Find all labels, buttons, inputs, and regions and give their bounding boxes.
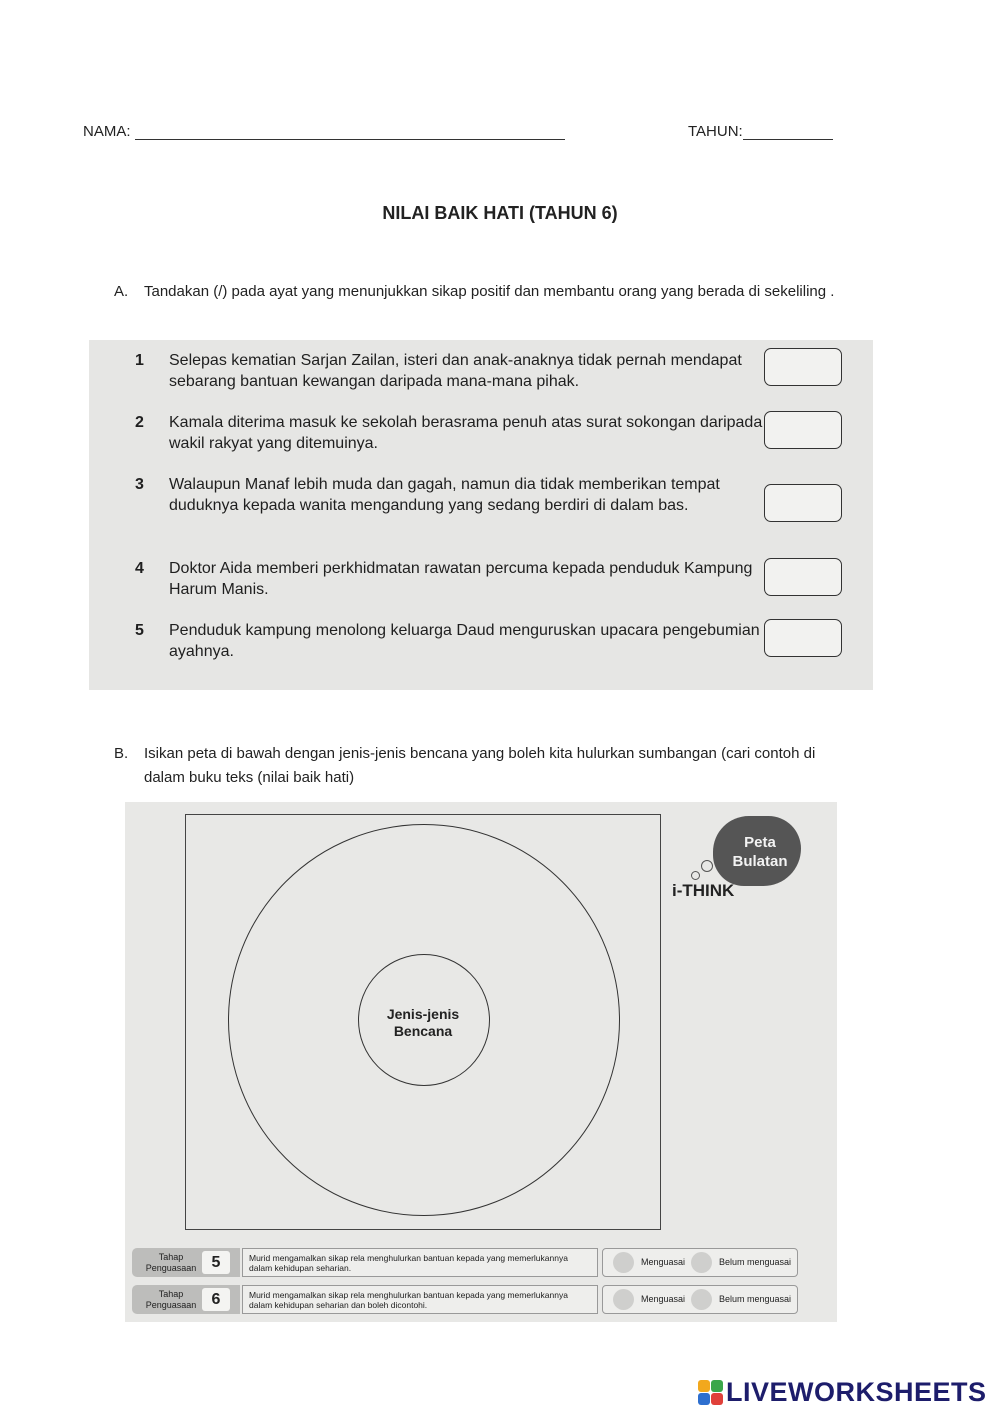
option-label: Menguasai (641, 1294, 686, 1304)
tick-box[interactable] (764, 484, 842, 522)
item-text: Walaupun Manaf lebih muda dan gagah, namun dia tidak memberikan tempat duduknya kepada wanita mengandung yang sedang berdiri di dalam bas. (169, 476, 720, 514)
rubric-level-box (132, 1248, 240, 1277)
tick-box[interactable] (764, 411, 842, 449)
center-text-line1: Jenis-jenis (386, 1006, 460, 1022)
rubric-label-line1: Tahap (158, 1252, 184, 1262)
cloud-line1: Peta (744, 834, 776, 851)
rubric-label-line2: Penguasaan (145, 1300, 197, 1310)
name-input-line[interactable] (135, 123, 565, 140)
radio-circle-icon (691, 1252, 712, 1273)
item-number: 5 (135, 622, 144, 639)
cloud-label (721, 833, 799, 871)
rubric-label-line1: Tahap (158, 1289, 184, 1299)
rubric-description-text: Murid mengamalkan sikap rela menghulurkan bantuan kepada yang memerlukannya dalam kehidupan seharian. (249, 1253, 568, 1273)
section-b-letter: B. (114, 745, 129, 762)
item-number: 4 (135, 560, 144, 577)
rubric-description-text: Murid mengamalkan sikap rela menghulurkan bantuan kepada yang memerlukannya dalam kehidupan seharian dan boleh dicontohi. (249, 1290, 568, 1310)
item-text: Selepas kematian Sarjan Zailan, isteri dan anak-anaknya tidak pernah mendapat sebarang bantuan kewangan daripada mana-mana pihak. (169, 352, 742, 390)
rubric-level-label (136, 1252, 206, 1274)
tick-box[interactable] (764, 619, 842, 657)
page-title: NILAI BAIK HATI (TAHUN 6) (382, 203, 618, 223)
section-b-instruction (114, 742, 854, 792)
section-b-text: Isikan peta di bawah dengan jenis-jenis bencana yang boleh kita hulurkan sumbangan (cari contoh di dalam buku teks (nilai baik hati) (144, 745, 816, 786)
rubric-level-box (132, 1285, 240, 1314)
item-text: Kamala diterima masuk ke sekolah berasrama penuh atas surat sokongan daripada wakil rakyat yang ditemuinya. (169, 414, 763, 452)
item-number: 1 (135, 352, 144, 369)
radio-circle-icon (691, 1289, 712, 1310)
radio-circle-icon (613, 1252, 634, 1273)
rubric-level-number: 5 (202, 1251, 230, 1274)
year-input-line[interactable] (743, 123, 833, 140)
rubric-description (242, 1248, 598, 1277)
rubric-level-label (136, 1289, 206, 1311)
name-label: NAMA: (83, 123, 131, 140)
item-text: Doktor Aida memberi perkhidmatan rawatan percuma kepada penduduk Kampung Harum Manis. (169, 560, 753, 598)
cloud-puff-small (691, 871, 700, 880)
liveworksheets-logo-icon (698, 1380, 724, 1406)
radio-circle-icon (613, 1289, 634, 1310)
rubric-row (132, 1248, 797, 1277)
rubric-level-number: 6 (202, 1288, 230, 1311)
rubric-options (602, 1248, 798, 1277)
item-number: 3 (135, 476, 144, 493)
section-b-panel (125, 802, 837, 1322)
brand-text: LIVEWORKSHEETS (726, 1377, 987, 1407)
option-label: Menguasai (641, 1257, 686, 1267)
cloud-line2: Bulatan (732, 853, 788, 870)
rubric-description (242, 1285, 598, 1314)
section-a-panel (89, 340, 873, 690)
cloud-puff-medium (701, 860, 713, 872)
center-text-line2: Bencana (393, 1023, 453, 1039)
ithink-label: i-THINK (672, 881, 735, 900)
tick-box[interactable] (764, 348, 842, 386)
section-a-instruction (114, 280, 854, 330)
tick-box[interactable] (764, 558, 842, 596)
item-text: Penduduk kampung menolong keluarga Daud menguruskan upacara pengebumian ayahnya. (169, 622, 760, 660)
year-label: TAHUN: (688, 123, 743, 140)
rubric-label-line2: Penguasaan (145, 1263, 197, 1273)
option-label: Belum menguasai (719, 1257, 792, 1267)
name-field (83, 123, 565, 140)
section-a-letter: A. (114, 283, 129, 300)
section-a-text: Tandakan (/) pada ayat yang menunjukkan sikap positif dan membantu orang yang berada di sekeliling . (144, 283, 835, 300)
rubric-row (132, 1285, 797, 1314)
year-field (688, 123, 833, 140)
rubric-options (602, 1285, 798, 1314)
option-label: Belum menguasai (719, 1294, 792, 1304)
circle-map-center-text (368, 1006, 478, 1040)
item-number: 2 (135, 414, 144, 431)
